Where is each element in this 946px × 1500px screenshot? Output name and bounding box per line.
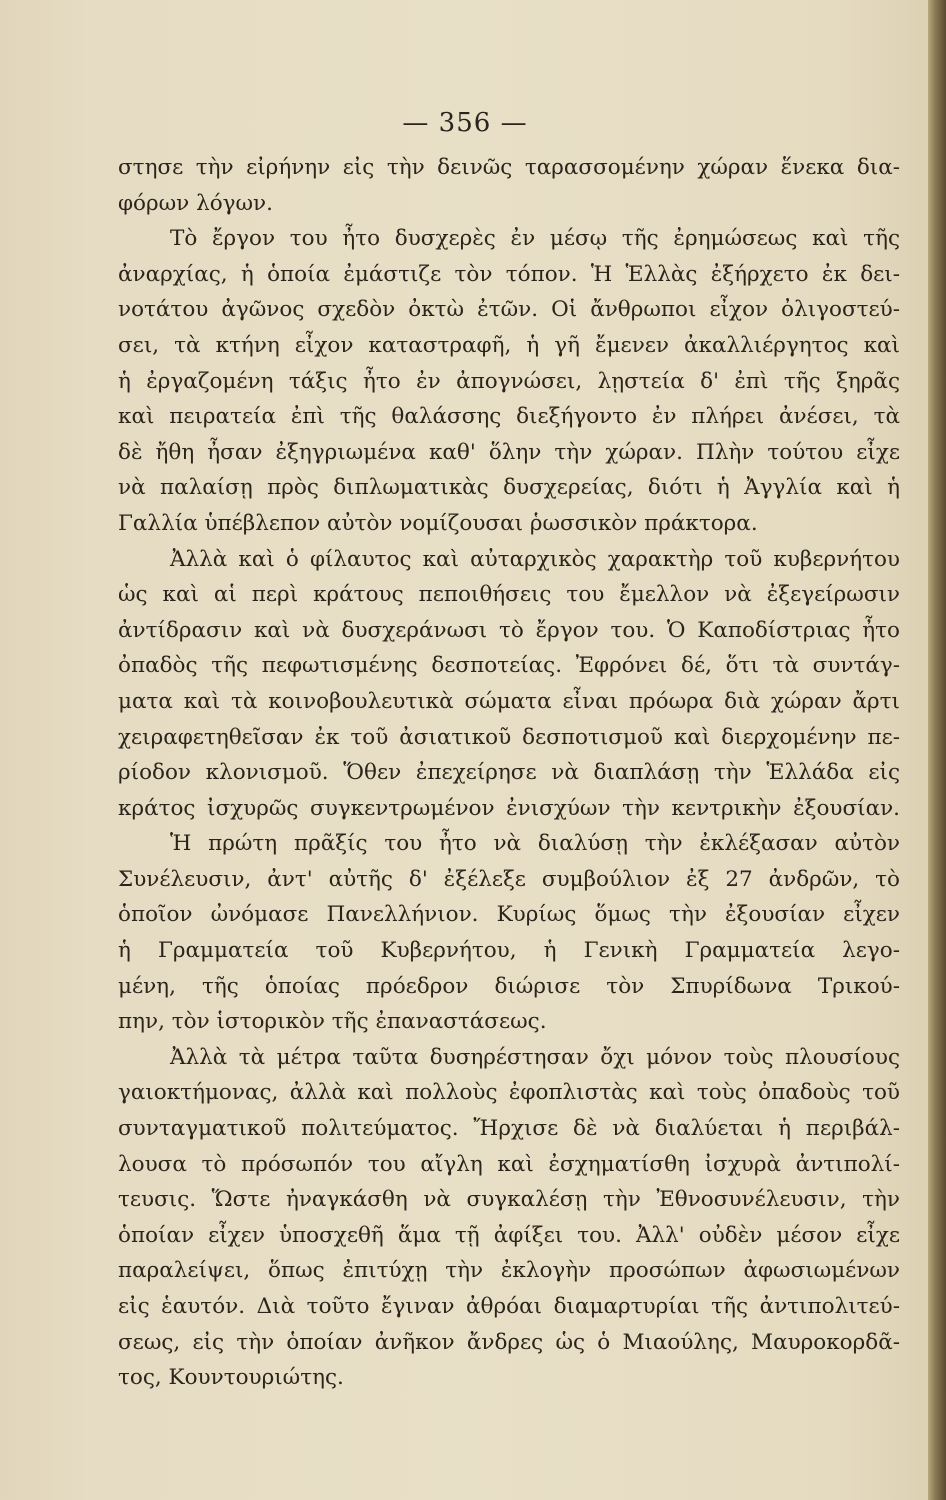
text-line: Γαλλία ὑπέβλεπον αὐτὸν νομίζουσαι ῥωσσικὸν πράκτορα. [118, 510, 758, 536]
text-line: σεως, εἰς τὴν ὁποίαν ἀνῆκον ἄνδρες ὡς ὁ Μιαούλης, Μαυροκορδᾶ- [118, 1329, 900, 1355]
text-line: ὁποῖον ὠνόμασε Πανελλήνιον. Κυρίως ὅμως τὴν ἐξουσίαν εἶχεν [118, 902, 900, 928]
text-line: ὀπαδὸς τῆς πεφωτισμένης δεσποτείας. Ἐφρόνει δέ, ὅτι τὰ συντάγ- [118, 653, 900, 679]
text-line: γαιοκτήμονας, ἀλλὰ καὶ πολλοὺς ἐφοπλιστὰς καὶ τοὺς ὀπαδοὺς τοῦ [118, 1080, 900, 1106]
page-binding-edge [928, 0, 946, 1500]
page-number: — 356 — [402, 108, 528, 138]
text-line: ρίοδον κλονισμοῦ. Ὅθεν ἐπεχείρησε νὰ διαπλάσῃ τὴν Ἑλλάδα εἰς [118, 760, 900, 786]
text-line: καὶ πειρατεία ἐπὶ τῆς θαλάσσης διεξήγοντο ἐν πλήρει ἀνέσει, τὰ [118, 404, 900, 430]
text-line: ματα καὶ τὰ κοινοβουλευτικὰ σώματα εἶναι πρόωρα διὰ χώραν ἄρτι [118, 688, 900, 714]
text-line: ἀναρχίας, ἡ ὁποία ἐμάστιζε τὸν τόπον. Ἡ Ἑλλὰς ἐξήρχετο ἐκ δει- [118, 261, 900, 287]
text-line: σει, τὰ κτήνη εἶχον καταστραφῆ, ἡ γῆ ἔμενεν ἀκαλλιέργητος καὶ [118, 332, 900, 358]
text-line: Ἀλλὰ τὰ μέτρα ταῦτα δυσηρέστησαν ὄχι μόνον τοὺς πλουσίους [170, 1044, 900, 1070]
text-line: λουσα τὸ πρόσωπόν του αἴγλη καὶ ἐσχηματίσθη ἰσχυρὰ ἀντιπολί- [118, 1151, 900, 1177]
text-line: τευσις. Ὥστε ἠναγκάσθη νὰ συγκαλέσῃ τὴν Ἐθνοσυνέλευσιν, τὴν [118, 1187, 900, 1213]
text-line: τος, Κουντουριώτης. [118, 1365, 344, 1391]
text-line: ἡ Γραμματεία τοῦ Κυβερνήτου, ἡ Γενικὴ Γραμματεία λεγο- [118, 938, 900, 964]
text-line: ὁποίαν εἶχεν ὑποσχεθῆ ἅμα τῇ ἀφίξει του. Ἀλλ' οὐδὲν μέσον εἶχε [118, 1222, 900, 1248]
text-line: συνταγματικοῦ πολιτεύματος. Ἤρχισε δὲ νὰ διαλύεται ἡ περιβάλ- [118, 1116, 900, 1142]
text-line: ἀντίδρασιν καὶ νὰ δυσχεράνωσι τὸ ἔργον του. Ὁ Καποδίστριας ἦτο [118, 617, 900, 643]
text-line: κράτος ἰσχυρῶς συγκεντρωμένον ἐνισχύων τὴν κεντρικὴν ἐξουσίαν. [118, 795, 900, 821]
text-line: ἡ ἐργαζομένη τάξις ἦτο ἐν ἀπογνώσει, λῃστεία δ' ἐπὶ τῆς ξηρᾶς [118, 368, 900, 394]
text-line: νὰ παλαίσῃ πρὸς διπλωματικὰς δυσχερείας, διότι ἡ Ἀγγλία καὶ ἡ [118, 475, 900, 501]
text-line: μένη, τῆς ὁποίας πρόεδρον διώρισε τὸν Σπυρίδωνα Τρικού- [118, 973, 900, 999]
text-line: Ἡ πρώτη πρᾶξίς του ἦτο νὰ διαλύσῃ τὴν ἐκλέξασαν αὐτὸν [170, 831, 900, 857]
text-line: δὲ ἤθη ἦσαν ἐξηγριωμένα καθ' ὅλην τὴν χώραν. Πλὴν τούτου εἶχε [118, 439, 900, 465]
text-line: στησε τὴν εἰρήνην εἰς τὴν δεινῶς ταρασσομένην χώραν ἕνεκα δια- [118, 155, 900, 180]
text-line: νοτάτου ἀγῶνος σχεδὸν ὀκτὼ ἐτῶν. Οἱ ἄνθρωποι εἶχον ὀλιγοστεύ- [118, 297, 900, 323]
text-line: Ἀλλὰ καὶ ὁ φίλαυτος καὶ αὐταρχικὸς χαρακτὴρ τοῦ κυβερνήτου [170, 546, 900, 572]
text-line: εἰς ἑαυτόν. Διὰ τοῦτο ἔγιναν ἀθρόαι διαμαρτυρίαι τῆς ἀντιπολιτεύ- [118, 1294, 900, 1319]
text-line: παραλείψει, ὅπως ἐπιτύχῃ τὴν ἐκλογὴν προσώπων ἀφωσιωμένων [118, 1258, 900, 1284]
text-line: ὡς καὶ αἱ περὶ κράτους πεποιθήσεις του ἔμελλον νὰ ἐξεγείρωσιν [118, 582, 900, 608]
text-line: πην, τὸν ἱστορικὸν τῆς ἐπαναστάσεως. [118, 1009, 547, 1035]
text-line: χειραφετηθεῖσαν ἐκ τοῦ ἀσιατικοῦ δεσποτισμοῦ καὶ διερχομένην πε- [118, 724, 900, 750]
text-line: Τὸ ἔργον του ἦτο δυσχερὲς ἐν μέσῳ τῆς ἐρημώσεως καὶ τῆς [170, 226, 900, 252]
text-line: φόρων λόγων. [118, 190, 273, 216]
body-text [118, 150, 900, 1396]
text-line: Συνέλευσιν, ἀντ' αὐτῆς δ' ἐξέλεξε συμβούλιον ἐξ 27 ἀνδρῶν, τὸ [118, 866, 900, 892]
